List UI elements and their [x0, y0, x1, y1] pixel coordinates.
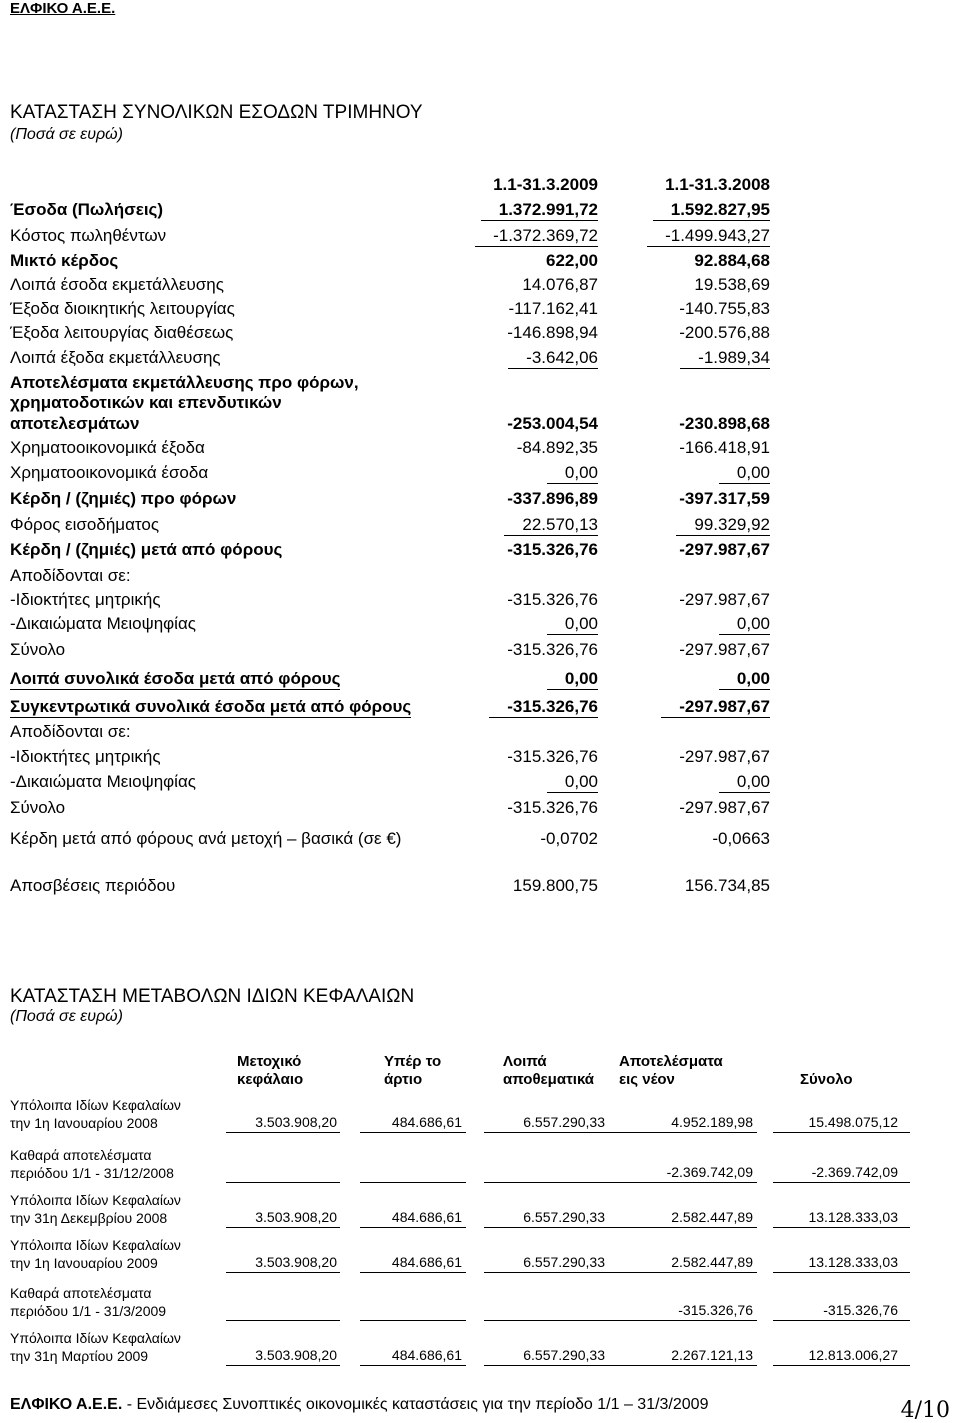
equity-row-label-line2: περιόδου 1/1 - 31/3/2009 — [10, 1303, 167, 1319]
income-value-2009: -1.372.369,72 — [475, 226, 598, 247]
equity-column-header-line2: αποθεματικά — [503, 1071, 595, 1088]
equity-row-label-line2: την 31η Δεκεμβρίου 2008 — [10, 1210, 168, 1226]
equity-statement-title: ΚΑΤΑΣΤΑΣΗ ΜΕΤΑΒΟΛΩΝ ΙΔΙΩΝ ΚΕΦΑΛΑΙΩΝ — [10, 986, 415, 1007]
equity-cell-value: 6.557.290,33 — [523, 1347, 605, 1363]
equity-cell-value: 13.128.333,03 — [808, 1209, 898, 1225]
income-value-2009: 0,00 — [547, 669, 598, 690]
page-footer — [10, 1396, 708, 1414]
equity-cell-underline — [360, 1132, 466, 1133]
income-row-label: Λοιπά έσοδα εκμετάλλευσης — [10, 275, 224, 294]
income-value-2008: 19.538,69 — [694, 275, 770, 294]
equity-cell-underline — [484, 1365, 609, 1366]
income-row-label: Έξοδα λειτουργίας διαθέσεως — [10, 323, 234, 342]
equity-cell-value: -2.369.742,09 — [811, 1164, 898, 1180]
income-row-label: Έσοδα (Πωλήσεις) — [10, 200, 164, 219]
income-row-label: Φόρος εισοδήματος — [10, 515, 160, 534]
income-row-label: -Δικαιώματα Μειοψηφίας — [10, 772, 196, 791]
equity-cell-value: 6.557.290,33 — [523, 1209, 605, 1225]
income-statement-subtitle: (Ποσά σε ευρώ) — [10, 126, 123, 143]
income-value-2009: -117.162,41 — [508, 299, 598, 318]
equity-cell-value: 3.503.908,20 — [255, 1347, 337, 1363]
income-row-label: Λοιπά έξοδα εκμετάλλευσης — [10, 348, 221, 367]
income-value-2008: 0,00 — [719, 669, 770, 690]
equity-column-header — [503, 1053, 594, 1089]
income-value-2008: -297.987,67 — [679, 798, 770, 817]
income-value-2009: -315.326,76 — [507, 540, 598, 559]
income-row-label: Μικτό κέρδος — [10, 251, 119, 270]
equity-cell-underline — [773, 1272, 910, 1273]
income-row-label: Αποδίδονται σε: — [10, 566, 131, 585]
page-number: 4/10 — [900, 1398, 950, 1423]
income-row-label: Αποσβέσεις περιόδου — [10, 876, 176, 895]
equity-cell-value: 12.813.006,27 — [808, 1347, 898, 1363]
equity-cell-underline — [484, 1132, 609, 1133]
income-value-2008: 92.884,68 — [694, 251, 770, 270]
equity-cell-value: 2.582.447,89 — [671, 1254, 753, 1270]
income-row-label: Κόστος πωληθέντων — [10, 226, 167, 245]
equity-row-label-line1: Καθαρά αποτελέσματα — [10, 1285, 152, 1301]
equity-cell-underline — [360, 1320, 466, 1321]
equity-cell-value: 2.582.447,89 — [671, 1209, 753, 1225]
equity-statement-subtitle: (Ποσά σε ευρώ) — [10, 1008, 123, 1025]
equity-cell-underline — [773, 1320, 910, 1321]
equity-cell-value: 15.498.075,12 — [808, 1114, 898, 1130]
equity-cell-value: 484.686,61 — [391, 1209, 462, 1225]
equity-cell-underline — [360, 1365, 466, 1366]
equity-cell-value: 6.557.290,33 — [523, 1114, 605, 1130]
income-value-2008: -297.987,67 — [679, 590, 770, 609]
income-row-label: αποτελεσμάτων — [10, 414, 140, 433]
income-value-2009: -315.326,76 — [489, 697, 598, 718]
income-row-label: Κέρδη / (ζημιές) μετά από φόρους — [10, 540, 283, 559]
income-row-label: Σύνολο — [10, 640, 66, 659]
company-header-link[interactable]: ΕΛΦΙΚΟ Α.Ε.Ε. — [10, 0, 116, 17]
income-value-2009: -84.892,35 — [516, 438, 598, 457]
equity-cell-underline — [609, 1132, 757, 1133]
income-row-label: χρηματοδοτικών και επενδυτικών — [10, 393, 282, 412]
footer-text: - Ενδιάμεσες Συνοπτικές οικονομικές καταστάσεις για την περίοδο 1/1 – 31/3/2009 — [122, 1396, 709, 1413]
equity-cell-value: -315.326,76 — [823, 1302, 898, 1318]
income-value-2009: -315.326,76 — [507, 747, 598, 766]
equity-cell-value: 484.686,61 — [391, 1254, 462, 1270]
income-row-label: Έξοδα διοικητικής λειτουργίας — [10, 299, 235, 318]
income-row-label: Συγκεντρωτικά συνολικά έσοδα μετά από φόρους — [10, 697, 412, 716]
income-value-2008: -140.755,83 — [679, 299, 770, 318]
equity-column-header-line2: εις νέον — [619, 1071, 675, 1088]
income-value-2009: -0,0702 — [540, 829, 598, 848]
equity-cell-underline — [773, 1132, 910, 1133]
equity-row-label-line2: περιόδου 1/1 - 31/12/2008 — [10, 1165, 174, 1181]
equity-cell-underline — [226, 1132, 340, 1133]
equity-row-label — [10, 1146, 174, 1182]
income-value-2009: 14.076,87 — [522, 275, 598, 294]
equity-row-label-line1: Υπόλοιπα Ιδίων Κεφαλαίων — [10, 1330, 181, 1346]
equity-cell-value: 3.503.908,20 — [255, 1114, 337, 1130]
equity-column-header-line1: Αποτελέσματα — [619, 1053, 723, 1070]
equity-cell-value: 13.128.333,03 — [808, 1254, 898, 1270]
equity-cell-underline — [484, 1320, 609, 1321]
income-value-2008: 0,00 — [719, 614, 770, 635]
equity-column-header-line1 — [800, 1053, 853, 1071]
equity-cell-value: 3.503.908,20 — [255, 1209, 337, 1225]
equity-column-header — [384, 1053, 441, 1089]
equity-row-label-line2: την 31η Μαρτίου 2009 — [10, 1348, 149, 1364]
income-value-2008: -297.987,67 — [679, 540, 770, 559]
income-value-2008: -200.576,88 — [679, 323, 770, 342]
income-row-label: Χρηματοοικονομικά έξοδα — [10, 438, 205, 457]
income-value-2008: 1.592.827,95 — [653, 200, 770, 221]
equity-cell-underline — [360, 1227, 466, 1228]
income-row-label: Χρηματοοικονομικά έσοδα — [10, 463, 209, 482]
income-value-2009: -253.004,54 — [507, 414, 598, 433]
equity-cell-value: 484.686,61 — [391, 1347, 462, 1363]
income-row-label: Αποτελέσματα εκμετάλλευσης προ φόρων, — [10, 373, 359, 392]
equity-cell-underline — [609, 1182, 757, 1183]
equity-cell-underline — [773, 1182, 910, 1183]
income-row-label: Σύνολο — [10, 798, 66, 817]
equity-cell-value: -2.369.742,09 — [666, 1164, 753, 1180]
income-value-2009: 1.372.991,72 — [481, 200, 598, 221]
equity-cell-underline — [609, 1227, 757, 1228]
equity-row-label — [10, 1096, 181, 1132]
income-row-label: Λοιπά συνολικά έσοδα μετά από φόρους — [10, 669, 341, 688]
equity-cell-value: 3.503.908,20 — [255, 1254, 337, 1270]
income-value-2009: -315.326,76 — [507, 640, 598, 659]
equity-row-label-line1: Καθαρά αποτελέσματα — [10, 1147, 152, 1163]
income-row-label: Κέρδη μετά από φόρους ανά μετοχή – βασικά (σε €) — [10, 829, 402, 848]
equity-column-header-line2: άρτιο — [384, 1071, 423, 1088]
equity-row-label — [10, 1236, 181, 1272]
equity-cell-underline — [773, 1365, 910, 1366]
income-row-label: Αποδίδονται σε: — [10, 722, 131, 741]
equity-cell-value: 484.686,61 — [391, 1114, 462, 1130]
income-row-label: -Ιδιοκτήτες μητρικής — [10, 590, 161, 609]
income-row-label: Κέρδη / (ζημιές) προ φόρων — [10, 489, 237, 508]
equity-column-header-line2: κεφάλαιο — [237, 1071, 304, 1088]
equity-cell-value: 4.952.189,98 — [671, 1114, 753, 1130]
income-value-2008: 0,00 — [719, 463, 770, 484]
equity-row-label-line2: την 1η Ιανουαρίου 2008 — [10, 1115, 158, 1131]
income-row-label: -Δικαιώματα Μειοψηφίας — [10, 614, 196, 633]
income-value-2009: 622,00 — [546, 251, 598, 270]
income-value-2008: -0,0663 — [712, 829, 770, 848]
equity-cell-underline — [609, 1320, 757, 1321]
income-value-2008: -297.987,67 — [661, 697, 770, 718]
equity-row-label-line1: Υπόλοιπα Ιδίων Κεφαλαίων — [10, 1192, 181, 1208]
income-row-label: -Ιδιοκτήτες μητρικής — [10, 747, 161, 766]
income-value-2008: 156.734,85 — [684, 876, 770, 895]
equity-column-header-line1: Μετοχικό — [237, 1053, 302, 1070]
equity-cell-value: -315.326,76 — [678, 1302, 753, 1318]
income-value-2008: -1.989,34 — [680, 348, 770, 369]
income-value-2008: 99.329,92 — [676, 515, 770, 536]
equity-cell-underline — [484, 1182, 609, 1183]
equity-cell-underline — [226, 1227, 340, 1228]
equity-row-label — [10, 1191, 181, 1227]
income-value-2009: -337.896,89 — [507, 489, 598, 508]
equity-row-label — [10, 1284, 166, 1320]
footer-company: ΕΛΦΙΚΟ Α.Ε.Ε. — [10, 1396, 123, 1413]
equity-cell-underline — [484, 1272, 609, 1273]
income-col-2009-header: 1.1-31.3.2009 — [493, 175, 598, 194]
income-value-2008: -166.418,91 — [679, 438, 770, 457]
income-value-2008: -297.987,67 — [679, 747, 770, 766]
income-col-2008-header: 1.1-31.3.2008 — [665, 175, 770, 194]
equity-cell-underline — [360, 1272, 466, 1273]
income-value-2008: -297.987,67 — [679, 640, 770, 659]
equity-cell-underline — [226, 1272, 340, 1273]
equity-cell-underline — [609, 1365, 757, 1366]
equity-cell-underline — [360, 1182, 466, 1183]
equity-cell-underline — [226, 1320, 340, 1321]
income-value-2009: -315.326,76 — [507, 798, 598, 817]
equity-column-header-line2: Σύνολο — [800, 1071, 853, 1088]
equity-cell-underline — [226, 1365, 340, 1366]
income-value-2008: -1.499.943,27 — [647, 226, 770, 247]
equity-row-label-line1: Υπόλοιπα Ιδίων Κεφαλαίων — [10, 1097, 181, 1113]
income-statement-title: ΚΑΤΑΣΤΑΣΗ ΣΥΝΟΛΙΚΩΝ ΕΣΟΔΩΝ ΤΡΙΜΗΝΟΥ — [10, 102, 423, 123]
equity-row-label — [10, 1329, 181, 1365]
equity-cell-value: 2.267.121,13 — [671, 1347, 753, 1363]
income-value-2008: 0,00 — [719, 772, 770, 793]
equity-column-header — [800, 1053, 853, 1089]
equity-cell-underline — [226, 1182, 340, 1183]
income-value-2008: -397.317,59 — [679, 489, 770, 508]
income-value-2009: -146.898,94 — [507, 323, 598, 342]
income-value-2009: 159.800,75 — [512, 876, 598, 895]
income-value-2009: 22.570,13 — [504, 515, 598, 536]
equity-column-header — [237, 1053, 303, 1089]
income-value-2008: -230.898,68 — [679, 414, 770, 433]
income-value-2009: 0,00 — [547, 772, 598, 793]
income-value-2009: 0,00 — [547, 463, 598, 484]
equity-row-label-line1: Υπόλοιπα Ιδίων Κεφαλαίων — [10, 1237, 181, 1253]
income-value-2009: -315.326,76 — [507, 590, 598, 609]
income-value-2009: 0,00 — [547, 614, 598, 635]
equity-cell-underline — [609, 1272, 757, 1273]
equity-cell-underline — [484, 1227, 609, 1228]
equity-column-header — [619, 1053, 723, 1089]
equity-column-header-line1: Λοιπά — [503, 1053, 547, 1070]
equity-row-label-line2: την 1η Ιανουαρίου 2009 — [10, 1255, 158, 1271]
equity-cell-value: 6.557.290,33 — [523, 1254, 605, 1270]
equity-cell-underline — [773, 1227, 910, 1228]
income-value-2009: -3.642,06 — [508, 348, 598, 369]
equity-column-header-line1: Υπέρ το — [384, 1053, 442, 1070]
